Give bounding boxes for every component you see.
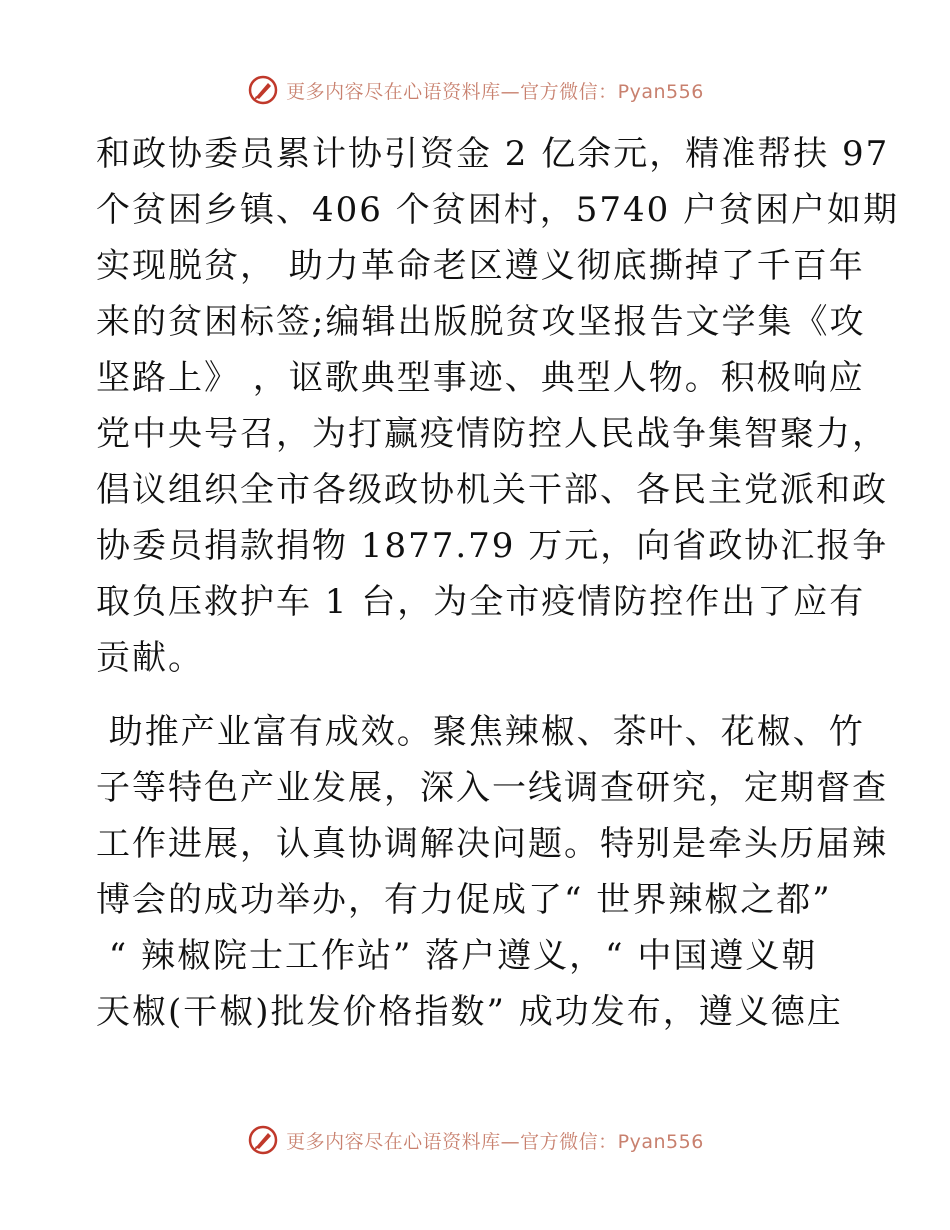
text-line: 来的贫困标签;编辑出版脱贫攻坚报告文学集《攻 [96, 302, 866, 342]
document-body [96, 126, 900, 1040]
text-line: 子等特色产业发展，深入一线调查研究，定期督查 [96, 768, 888, 808]
paragraph-poverty-alleviation [96, 126, 900, 686]
text-line: 天椒(干椒)批发价格指数” 成功发布，遵义德庄 [96, 992, 843, 1032]
text-line: 助推产业富有成效。聚焦辣椒、茶叶、花椒、竹 [96, 712, 865, 752]
text-line: 党中央号召，为打赢疫情防控人民战争集智聚力， [96, 414, 888, 454]
text-line: 工作进展，认真协调解决问题。特别是牵头历届辣 [96, 824, 888, 864]
text-line: 博会的成功举办，有力促成了“ 世界辣椒之都” [96, 880, 832, 920]
text-line: 个贫困乡镇、406 个贫困村，5740 户贫困户如期 [96, 190, 900, 230]
footer-watermark [0, 1120, 950, 1160]
text-line: 倡议组织全市各级政协机关干部、各民主党派和政 [96, 470, 888, 510]
paragraph-industry-promotion [96, 704, 888, 1040]
pen-nib-seal-icon [246, 1123, 280, 1157]
text-line: 协委员捐款捐物 1877.79 万元，向省政协汇报争 [96, 526, 889, 566]
text-line: 坚路上》 ，讴歌典型事迹、典型人物。积极响应 [96, 358, 865, 398]
text-line: 和政协委员累计协引资金 2 亿余元，精准帮扶 97 [96, 134, 890, 174]
text-line: 贡献。 [96, 638, 204, 678]
paragraph-spacer [96, 686, 856, 704]
watermark-text: 更多内容尽在心语资料库—官方微信：Pyan556 [286, 80, 704, 103]
header-watermark [0, 70, 950, 110]
text-line: 取负压救护车 1 台，为全市疫情防控作出了应有 [96, 582, 866, 622]
text-line: “ 辣椒院士工作站” 落户遵义，“ 中国遵义朝 [96, 936, 818, 976]
text-line: 实现脱贫， 助力革命老区遵义彻底撕掉了千百年 [96, 246, 865, 286]
watermark-text: 更多内容尽在心语资料库—官方微信：Pyan556 [286, 1130, 704, 1153]
pen-nib-seal-icon [246, 73, 280, 107]
